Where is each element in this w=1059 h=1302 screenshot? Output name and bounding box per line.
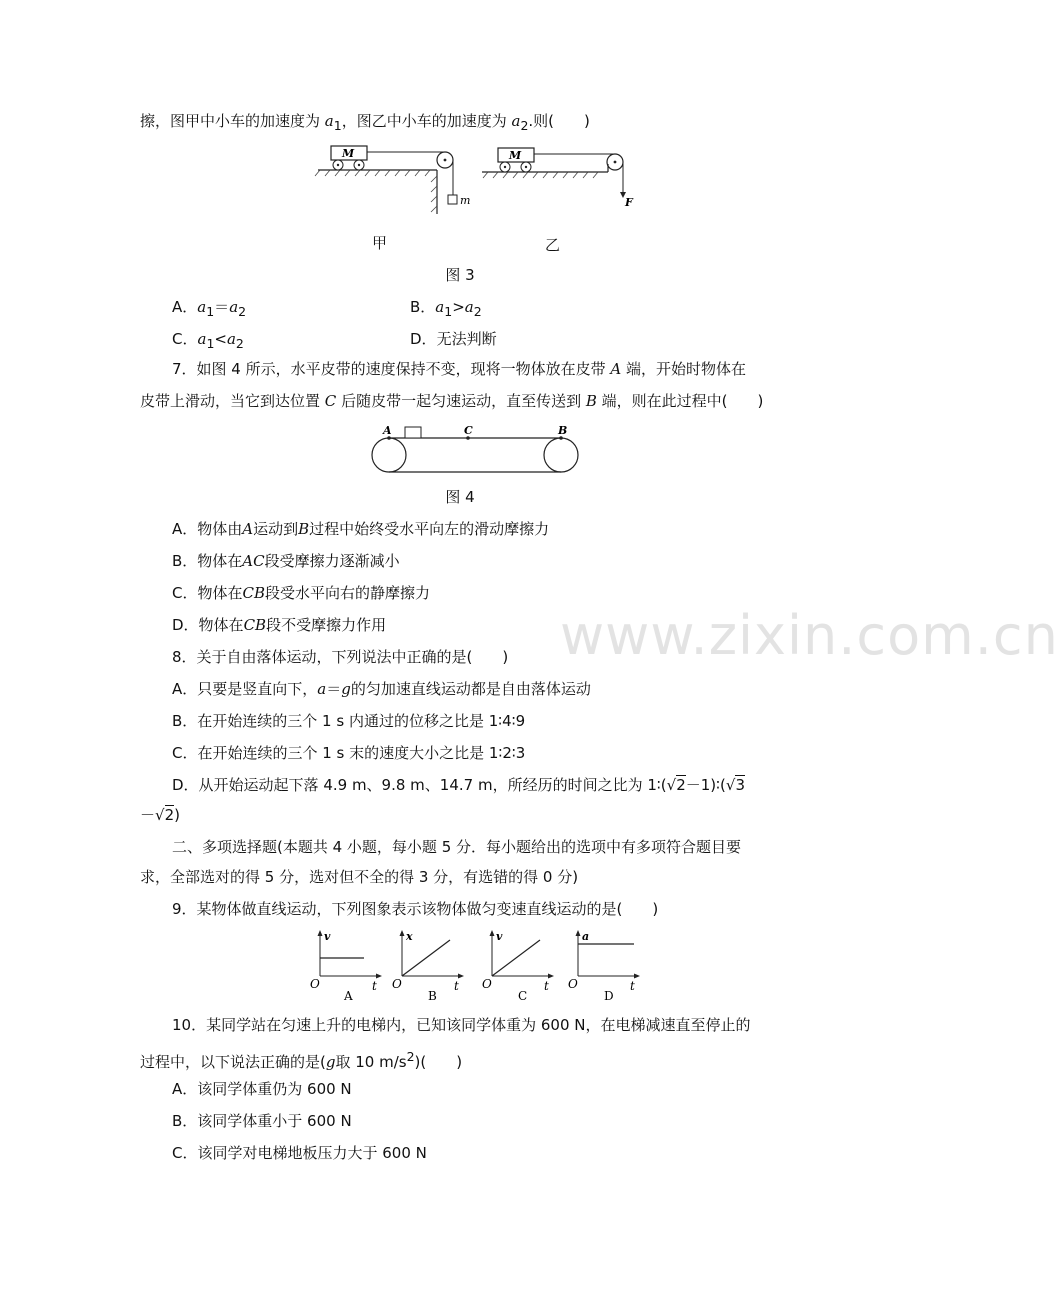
graph-d-x-label: t [630,979,635,993]
q7-option-a: A．物体由A运动到B过程中始终受水平向左的滑动摩擦力 [172,520,550,538]
graph-a-label: A [344,989,353,1003]
q10-option-c: C．该同学对电梯地板压力大于 600 N [172,1144,427,1162]
graph-c-y-label: v [496,930,503,943]
section2-heading-line1: 二、多项选择题(本题共 4 小题，每小题 5 分．每小题给出的选项中有多项符合题目要 [172,838,742,856]
watermark: www.zixin.com.cn [560,604,1059,667]
graph-b-x-label: t [454,979,459,993]
q9-graph-a [308,928,388,1004]
figure-4-belt [368,422,584,478]
q9-graph-d [566,928,646,1004]
q6-option-c: C．$a_1<a_2$ [172,330,244,351]
q6-stem: 擦，图甲中小车的加速度为 $a_1$，图乙中小车的加速度为 $a_2$.则( ) [140,112,590,133]
q8-option-b: B．在开始连续的三个 1 s 内通过的位移之比是 1∶4∶9 [172,712,526,730]
q7-option-b: B．物体在AC段受摩擦力逐渐减小 [172,552,400,570]
graph-d-origin: O [568,977,578,991]
yi-force-label: F [625,196,633,209]
q9-graph-c [480,928,560,1004]
graph-b-y-label: x [406,930,413,943]
figure-3-jia [315,138,475,218]
q8-option-d-line2: －√2) [140,806,180,824]
q7-stem-line1: 7．如图 4 所示，水平皮带的速度保持不变，现将一物体放在皮带 A 端，开始时物体在 [172,360,747,378]
q8-stem: 8．关于自由落体运动，下列说法中正确的是( ) [172,648,509,666]
sqrt-symbol: √ [155,806,165,824]
q6-option-b: B．$a_1>a_2$ [410,298,482,319]
graph-b-origin: O [392,977,402,991]
graph-d-y-label: a [582,930,590,943]
graph-c-x-label: t [544,979,549,993]
section2-heading-line2: 求，全部选对的得 5 分，选对但不全的得 3 分，有选错的得 0 分) [140,868,579,886]
belt-label-c: C [464,424,473,437]
jia-cart-label: M [342,147,355,160]
graph-d-label: D [604,989,614,1003]
graph-c-label: C [518,989,528,1003]
yi-cart-label: M [509,149,522,162]
q9-stem: 9．某物体做直线运动，下列图象表示该物体做匀变速直线运动的是( ) [172,900,659,918]
figure-3-yi [482,140,642,210]
q10-option-a: A．该同学体重仍为 600 N [172,1080,352,1098]
jia-mass-label: m [460,194,471,207]
sqrt-symbol: √ [725,776,736,794]
q8-option-c: C．在开始连续的三个 1 s 末的速度大小之比是 1∶2∶3 [172,744,526,762]
q6-option-d: D．无法判断 [410,330,497,348]
figure-yi-caption: 乙 [545,236,561,254]
graph-a-origin: O [310,977,320,991]
q7-stem-line2: 皮带上滑动，当它到达位置 C 后随皮带一起匀速运动，直至传送到 B 端，则在此过程中( ) [140,392,764,410]
belt-label-b: B [558,424,568,437]
graph-c-origin: O [482,977,492,991]
q10-option-b: B．该同学体重小于 600 N [172,1112,352,1130]
q10-stem-line2: 过程中，以下说法正确的是(g取 10 $m/s^2$)( ) [140,1049,463,1071]
graph-a-x-label: t [372,979,377,993]
graph-a-y-label: v [324,930,331,943]
q7-option-d: D．物体在CB段不受摩擦力作用 [172,616,387,634]
q8-option-d-line1: D．从开始运动起下落 4.9 m、9.8 m、14.7 m，所经历的时间之比为 1∶(√2－1)∶(√3 [172,776,746,794]
q8-option-a: A．只要是竖直向下，a＝g的匀加速直线运动都是自由落体运动 [172,680,591,698]
belt-label-a: A [383,424,392,437]
q6-option-a: A．$a_1=a_2$ [172,298,247,319]
q10-stem-line1: 10．某同学站在匀速上升的电梯内，已知该同学体重为 600 N，在电梯减速直至停止的 [172,1016,751,1034]
sqrt-symbol: √ [666,776,677,794]
graph-b-label: B [428,989,437,1003]
figure-3-caption: 图 3 [445,266,475,284]
figure-4-caption: 图 4 [445,488,475,506]
q9-graph-b [390,928,470,1004]
figure-jia-caption: 甲 [372,234,388,252]
q7-option-c: C．物体在CB段受水平向右的静摩擦力 [172,584,430,602]
